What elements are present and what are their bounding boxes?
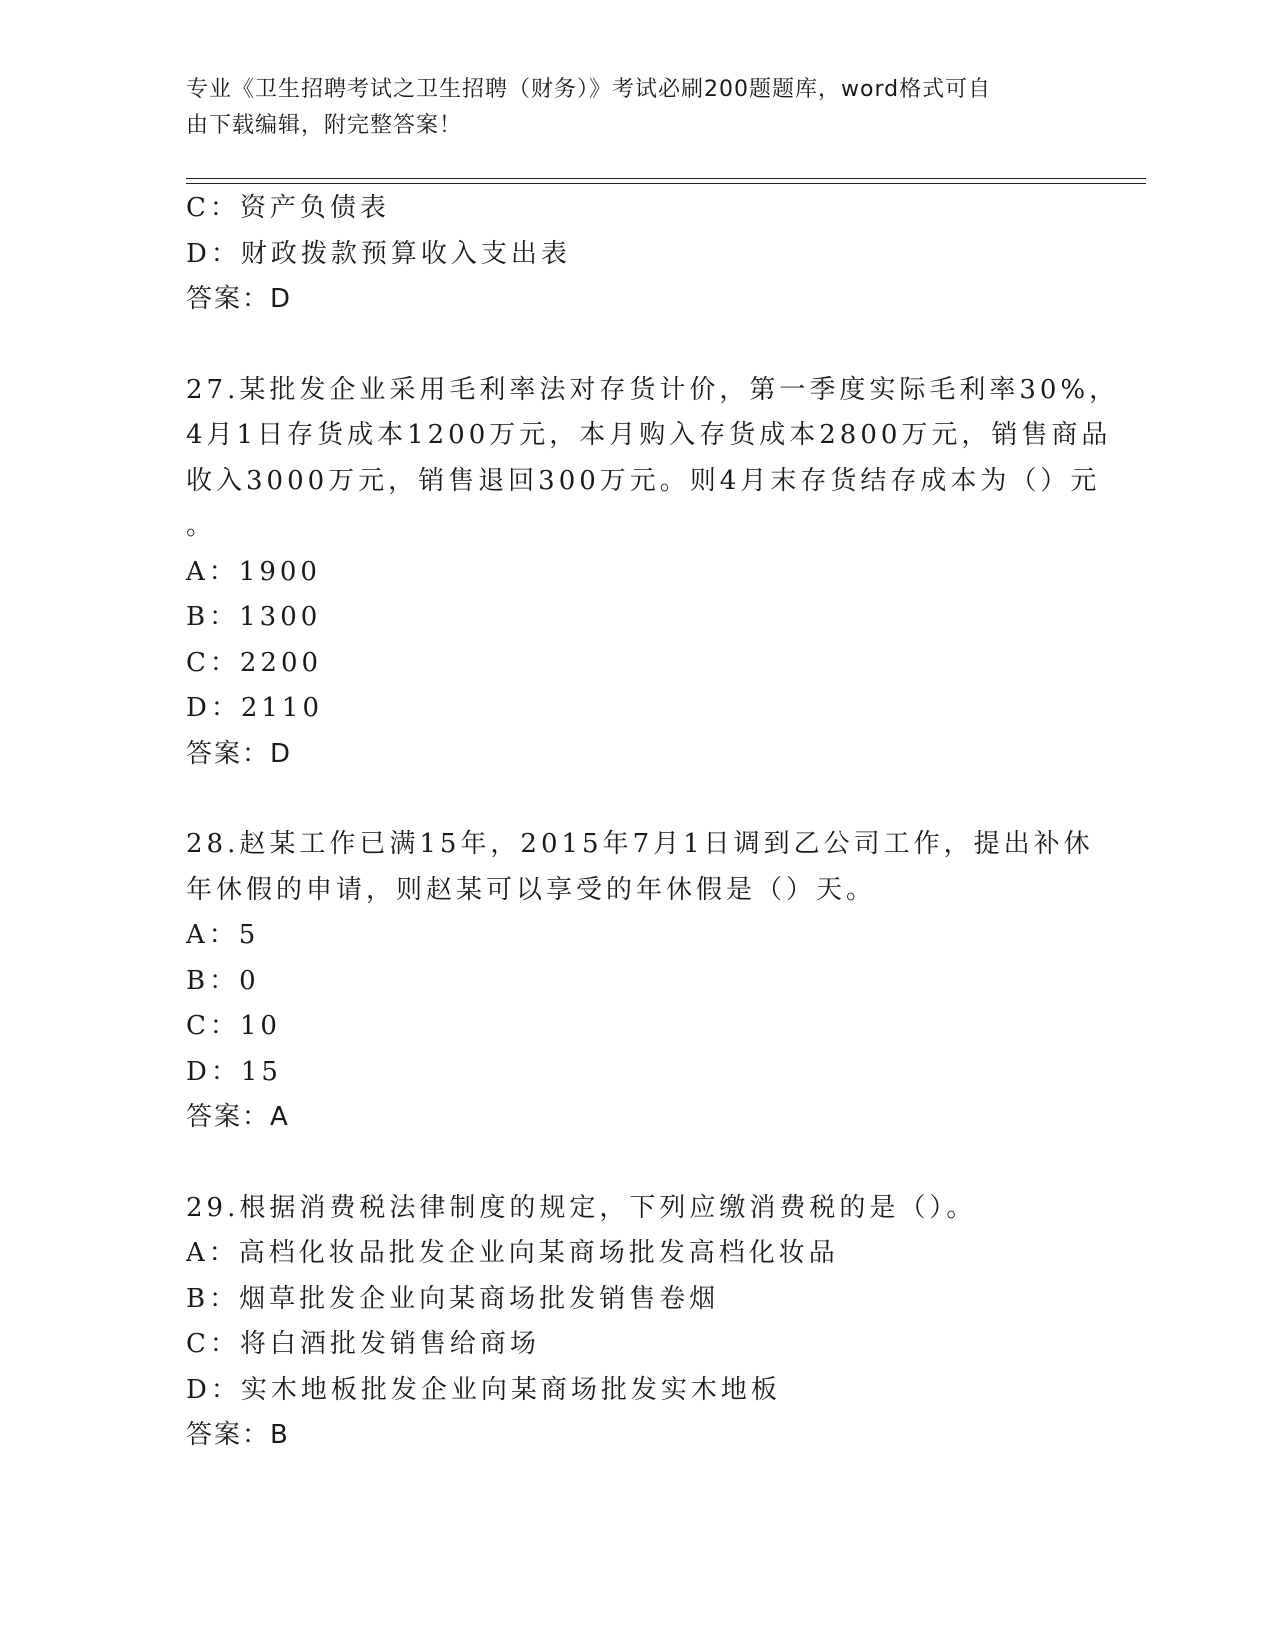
question-text-line-4: 。 xyxy=(186,511,217,541)
header-rule-bottom xyxy=(186,183,1146,184)
option-c: C：将白酒批发销售给商场 xyxy=(186,1329,540,1359)
spacer xyxy=(186,323,1086,368)
option-c: C：10 xyxy=(186,1011,281,1041)
option-c: C：资产负债表 xyxy=(186,193,390,223)
option-a: A：高档化妆品批发企业向某商场批发高档化妆品 xyxy=(186,1238,839,1268)
option-c: C：2200 xyxy=(186,647,323,678)
previous-question-tail xyxy=(186,186,1086,323)
answer-line: 答案：A xyxy=(186,1102,290,1132)
question-29 xyxy=(186,1186,1086,1459)
question-text-line-3: 收入3000万元，销售退回300万元。则4月末存货结存成本为（）元 xyxy=(186,465,1101,496)
option-d: D：实木地板批发企业向某商场批发实木地板 xyxy=(186,1374,781,1405)
spacer xyxy=(186,1141,1086,1186)
answer-line: 答案：B xyxy=(186,1420,290,1450)
question-text-line-1: 27.某批发企业采用毛利率法对存货计价，第一季度实际毛利率30%， xyxy=(186,374,1120,405)
spacer xyxy=(186,777,1086,822)
answer-line: 答案：D xyxy=(186,738,293,769)
option-b: B：1300 xyxy=(186,602,322,632)
option-a: A：1900 xyxy=(186,556,321,587)
option-d: D：15 xyxy=(186,1056,282,1087)
document-header xyxy=(186,72,1066,144)
option-d: D：2110 xyxy=(186,693,324,723)
header-line-2: 由下载编辑，附完整答案！ xyxy=(186,113,463,138)
answer-line: 答案：D xyxy=(186,284,293,314)
option-b: B：0 xyxy=(186,965,260,996)
question-28 xyxy=(186,822,1094,1141)
header-line-1: 专业《卫生招聘考试之卫生招聘（财务）》考试必刷200题题库，word格式可自 xyxy=(186,77,992,102)
question-27 xyxy=(186,368,1120,778)
question-text-line-2: 4月1日存货成本1200万元，本月购入存货成本2800万元，销售商品 xyxy=(186,420,1112,450)
document-body xyxy=(186,186,1120,1459)
option-b: B：烟草批发企业向某商场批发销售卷烟 xyxy=(186,1283,720,1314)
question-text-line-1: 28.赵某工作已满15年，2015年7月1日调到乙公司工作，提出补休 xyxy=(186,829,1094,859)
option-d: D：财政拨款预算收入支出表 xyxy=(186,238,571,269)
option-a: A：5 xyxy=(186,920,260,950)
question-text-line-1: 29.根据消费税法律制度的规定，下列应缴消费税的是（）。 xyxy=(186,1192,977,1223)
header-rule-top xyxy=(186,178,1146,179)
question-text-line-2: 年休假的申请，则赵某可以享受的年休假是（）天。 xyxy=(186,874,877,905)
